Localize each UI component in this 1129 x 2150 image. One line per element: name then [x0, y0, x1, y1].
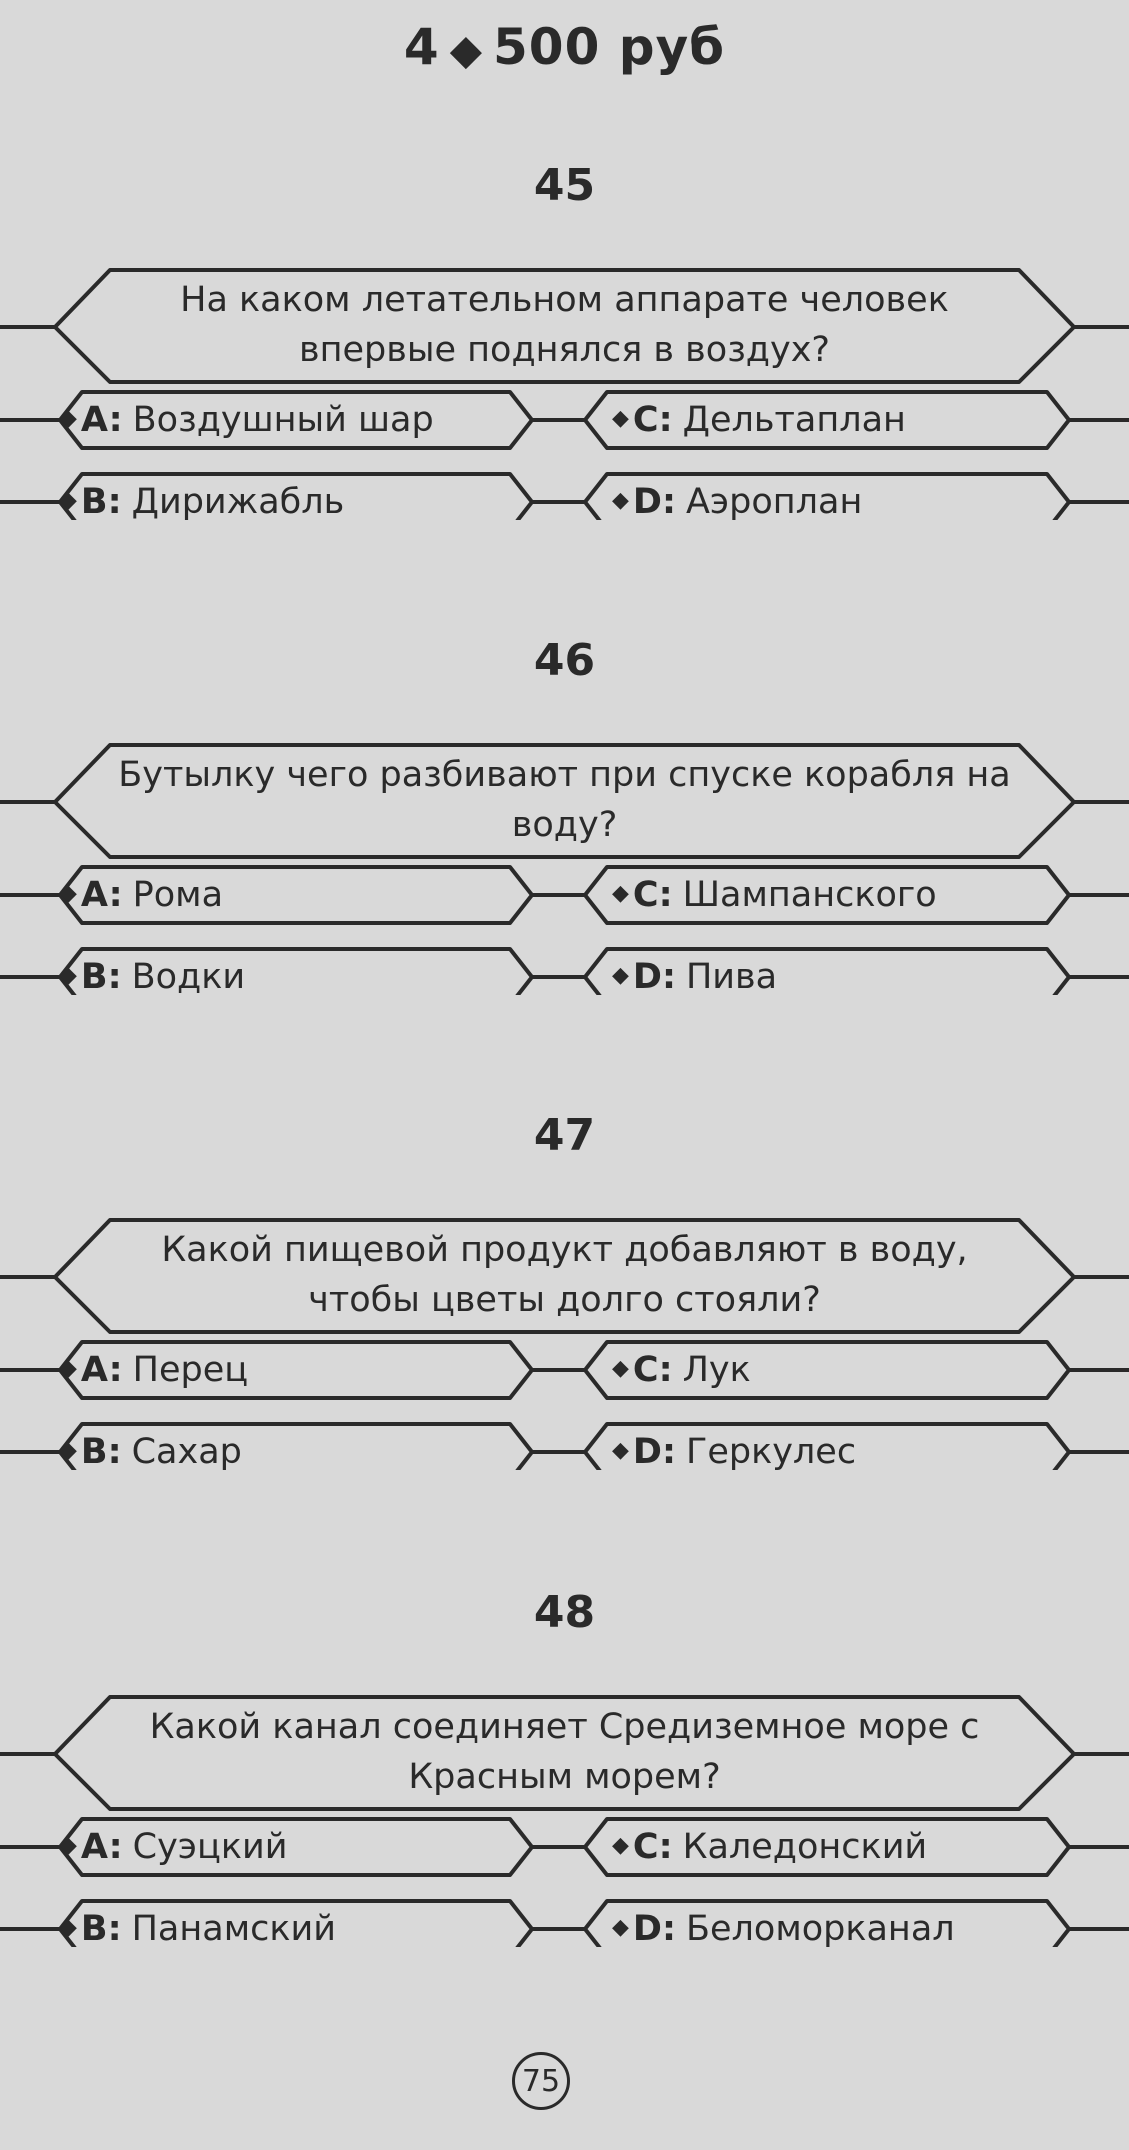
diamond-icon: ◆ [60, 1437, 77, 1463]
answer-text: Панамский [131, 1909, 336, 1949]
diamond-icon: ◆ [60, 487, 77, 513]
answer-text: Шампанского [682, 875, 937, 915]
answer-text: Дирижабль [131, 482, 345, 522]
answer-key: C: [632, 875, 673, 915]
diamond-icon: ◆ [60, 962, 77, 988]
diamond-icon: ◆ [612, 1914, 629, 1940]
answer-key: D: [632, 957, 676, 997]
page-number: 75 [512, 2052, 570, 2110]
diamond-icon: ◆ [612, 1355, 629, 1381]
answer-key: B: [80, 1909, 122, 1949]
diamond-icon: ◆ [60, 1832, 77, 1858]
question-block-45 [0, 160, 1129, 520]
question-number: 48 [533, 1587, 596, 1638]
answer-c[interactable] [612, 389, 906, 451]
answer-key: B: [80, 957, 122, 997]
diamond-icon: ◆ [449, 25, 484, 74]
answer-a[interactable] [60, 864, 223, 926]
answer-text: Воздушный шар [132, 400, 434, 440]
answer-d[interactable] [612, 471, 862, 533]
answer-key: A: [80, 1350, 123, 1390]
question-number: 45 [533, 160, 596, 211]
answer-text: Геркулес [685, 1432, 857, 1472]
diamond-icon: ◆ [612, 880, 629, 906]
question-block-46 [0, 635, 1129, 995]
answer-key: A: [80, 400, 123, 440]
answer-key: C: [632, 400, 673, 440]
answer-key: B: [80, 1432, 122, 1472]
answer-text: Сахар [131, 1432, 242, 1472]
answer-b[interactable] [60, 1421, 242, 1483]
answer-c[interactable] [612, 864, 937, 926]
answer-text: Аэроплан [685, 482, 863, 522]
diamond-icon: ◆ [60, 1914, 77, 1940]
level-header [0, 18, 1129, 76]
answer-key: A: [80, 1827, 123, 1867]
answer-key: D: [632, 482, 676, 522]
diamond-icon: ◆ [612, 962, 629, 988]
answer-c[interactable] [612, 1339, 751, 1401]
answer-text: Суэцкий [132, 1827, 288, 1867]
answer-text: Пива [685, 957, 778, 997]
answer-b[interactable] [60, 946, 245, 1008]
question-number: 47 [533, 1110, 596, 1161]
diamond-icon: ◆ [60, 405, 77, 431]
answer-b[interactable] [60, 1898, 336, 1960]
answer-text: Беломорканал [685, 1909, 955, 1949]
answer-b[interactable] [60, 471, 344, 533]
answer-key: C: [632, 1827, 673, 1867]
question-block-48 [0, 1587, 1129, 1947]
answer-text: Дельтаплан [682, 400, 906, 440]
question-number: 46 [533, 635, 596, 686]
answer-text: Водки [131, 957, 246, 997]
diamond-icon: ◆ [612, 405, 629, 431]
question-text: Какой канал соединяет Средиземное море с Красным морем? [149, 1707, 980, 1797]
answer-text: Рома [132, 875, 224, 915]
answer-a[interactable] [60, 389, 434, 451]
answer-text: Перец [132, 1350, 249, 1390]
answer-key: D: [632, 1432, 676, 1472]
answer-d[interactable] [612, 946, 777, 1008]
question-text: На каком летательном аппарате человек впервые поднялся в воздух? [180, 280, 949, 370]
diamond-icon: ◆ [612, 487, 629, 513]
level-number: 4 [403, 18, 440, 76]
answer-text: Каледонский [682, 1827, 928, 1867]
prize-amount: 500 руб [493, 18, 726, 76]
answer-a[interactable] [60, 1816, 287, 1878]
diamond-icon: ◆ [612, 1832, 629, 1858]
question-text: Какой пищевой продукт добавляют в воду, чтобы цветы долго стояли? [161, 1230, 968, 1320]
answer-key: A: [80, 875, 123, 915]
question-block-47 [0, 1110, 1129, 1470]
question-text: Бутылку чего разбивают при спуске корабля на воду? [118, 755, 1011, 845]
answer-d[interactable] [612, 1898, 955, 1960]
answer-d[interactable] [612, 1421, 856, 1483]
answer-text: Лук [682, 1350, 751, 1390]
answer-key: B: [80, 482, 122, 522]
answer-key: D: [632, 1909, 676, 1949]
diamond-icon: ◆ [612, 1437, 629, 1463]
diamond-icon: ◆ [60, 880, 77, 906]
answer-key: C: [632, 1350, 673, 1390]
answer-a[interactable] [60, 1339, 248, 1401]
diamond-icon: ◆ [60, 1355, 77, 1381]
answer-c[interactable] [612, 1816, 927, 1878]
